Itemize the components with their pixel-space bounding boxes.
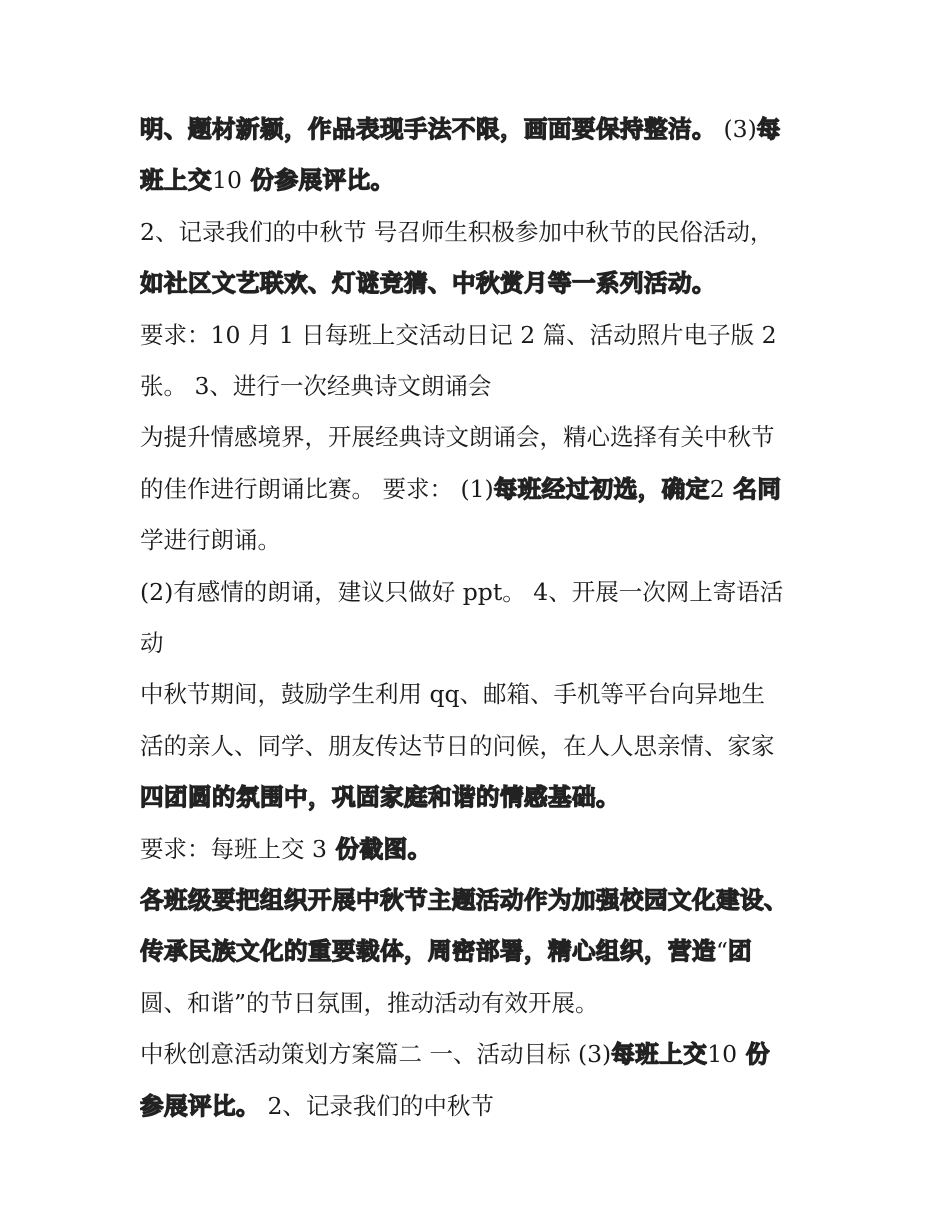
text-line bbox=[140, 266, 830, 300]
outlined-text-segment: 份 bbox=[737, 1040, 770, 1069]
text-segment: “ bbox=[716, 937, 729, 966]
text-segment: 2 bbox=[709, 474, 725, 503]
text-segment: (2)有感情的朗诵，建议只做好 ppt。 4、开展一次网上寄语活 bbox=[140, 577, 784, 606]
text-line bbox=[140, 523, 830, 557]
text-segment: 学进行朗诵。 bbox=[140, 526, 281, 555]
text-line bbox=[140, 369, 830, 403]
outlined-text-segment: 份截图。 bbox=[326, 834, 432, 863]
text-segment: 张。 3、进行一次经典诗文朗诵会 bbox=[140, 372, 492, 400]
text-segment: 10 bbox=[212, 166, 242, 195]
text-segment: 中秋节期间，鼓励学生利用 qq、邮箱、手机等平台向异地生 bbox=[140, 680, 766, 709]
text-line bbox=[140, 163, 830, 197]
text-line bbox=[140, 1089, 830, 1123]
text-line bbox=[140, 729, 830, 763]
text-segment: 为提升情感境界，开展经典诗文朗诵会，精心选择有关中秋节 bbox=[140, 423, 775, 452]
text-line bbox=[140, 1037, 830, 1071]
outlined-text-segment: 传承民族文化的重要载体，周密部署，精心组织，营造 bbox=[140, 937, 716, 966]
text-segment: 圆、和谐”的节日氛围，推动活动有效开展。 bbox=[140, 988, 599, 1017]
text-line bbox=[140, 112, 830, 146]
outlined-text-segment: 如社区文艺联欢、灯谜竞猜、中秋赏月等一系列活动。 bbox=[140, 269, 716, 298]
outlined-text-segment: 名同 bbox=[724, 474, 782, 503]
text-line bbox=[140, 780, 830, 814]
text-segment: 要求：10 月 1 日每班上交活动日记 2 篇、活动照片电子版 2 bbox=[140, 320, 777, 349]
text-line bbox=[140, 472, 830, 506]
text-line bbox=[140, 318, 830, 352]
outlined-text-segment: 四团圆的氛围中，巩固家庭和谐的情感基础。 bbox=[140, 783, 620, 812]
outlined-text-segment: 每班上交 bbox=[611, 1040, 708, 1069]
outlined-text-segment: 各班级要把组织开展中秋节主题活动作为加强校园文化建设、 bbox=[140, 886, 788, 914]
text-segment: 中秋创意活动策划方案篇二 一、活动目标 (3) bbox=[140, 1040, 612, 1069]
text-segment: 2、记录我们的中秋节 bbox=[260, 1091, 494, 1120]
text-line bbox=[140, 934, 830, 968]
text-segment: 2、记录我们的中秋节 号召师生积极参加中秋节的民俗活动， bbox=[140, 217, 774, 246]
outlined-text-segment: 参展评比。 bbox=[140, 1091, 260, 1120]
text-segment: 的佳作进行朗诵比赛。 要求： (1) bbox=[140, 474, 494, 503]
text-segment: 动 bbox=[140, 629, 164, 657]
outlined-text-segment: 明、题材新颖，作品表现手法不限，画面要保持整洁。 bbox=[140, 115, 716, 143]
text-segment: 10 bbox=[707, 1040, 738, 1069]
outlined-text-segment: 团 bbox=[728, 937, 753, 966]
text-segment: (3) bbox=[716, 115, 757, 143]
text-segment: 活的亲人、同学、朋友传达节日的问候，在人人思亲情、家家 bbox=[140, 731, 775, 760]
outlined-text-segment: 每班经过初选，确定 bbox=[493, 474, 710, 503]
outlined-text-segment: 班上交 bbox=[140, 166, 212, 195]
text-segment: 要求：每班上交 3 bbox=[140, 834, 327, 863]
text-line bbox=[140, 883, 830, 917]
outlined-text-segment: 份参展评比。 bbox=[241, 166, 395, 195]
outlined-text-segment: 每 bbox=[756, 115, 781, 143]
text-line bbox=[140, 986, 830, 1020]
text-line bbox=[140, 215, 830, 249]
text-line bbox=[140, 420, 830, 454]
text-line bbox=[140, 832, 830, 866]
text-line bbox=[140, 626, 830, 660]
text-line bbox=[140, 677, 830, 711]
text-line bbox=[140, 575, 830, 609]
